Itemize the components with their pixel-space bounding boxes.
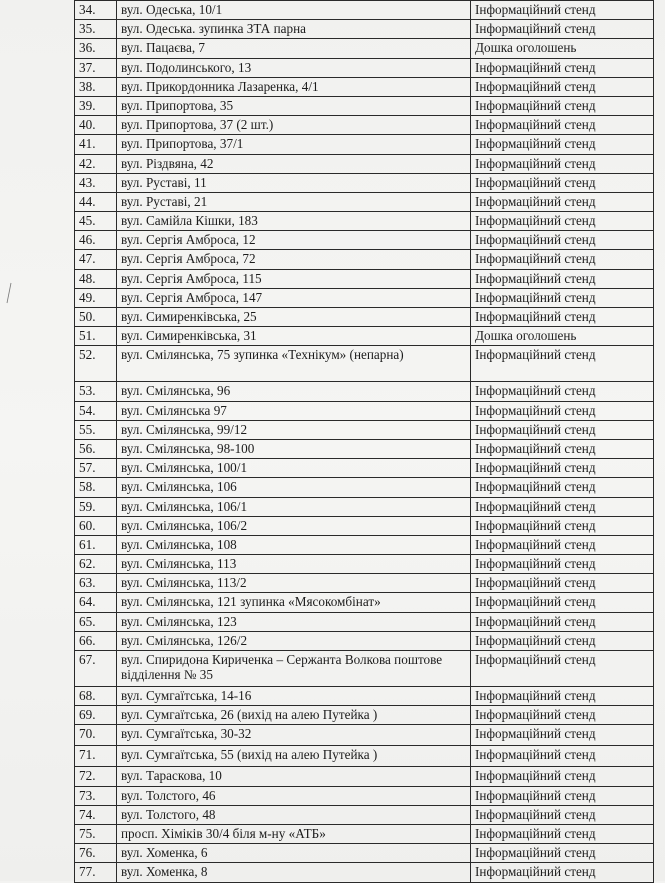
table-row bbox=[75, 516, 654, 535]
row-type: Інформаційний стенд bbox=[471, 516, 654, 535]
row-address: вул. Сумгаїтська, 26 (вихід на алею Путейка ) bbox=[117, 706, 471, 725]
row-address: вул. Смілянська, 106/2 bbox=[117, 516, 471, 535]
table-row bbox=[75, 135, 654, 154]
table-row bbox=[75, 58, 654, 77]
row-type: Інформаційний стенд bbox=[471, 555, 654, 574]
table-row bbox=[75, 687, 654, 706]
table-row bbox=[75, 631, 654, 650]
table-row bbox=[75, 863, 654, 882]
table-row bbox=[75, 478, 654, 497]
row-number: 48. bbox=[75, 269, 117, 288]
row-type: Інформаційний стенд bbox=[471, 192, 654, 211]
table-row bbox=[75, 459, 654, 478]
table-row bbox=[75, 439, 654, 458]
table-row bbox=[75, 497, 654, 516]
row-address: вул. Припортова, 35 bbox=[117, 96, 471, 115]
table-row bbox=[75, 96, 654, 115]
row-type: Інформаційний стенд bbox=[471, 706, 654, 725]
table-row bbox=[75, 77, 654, 96]
row-type: Інформаційний стенд bbox=[471, 173, 654, 192]
row-type: Дошка оголошень bbox=[471, 39, 654, 58]
table-row bbox=[75, 382, 654, 401]
row-number: 42. bbox=[75, 154, 117, 173]
table-row bbox=[75, 725, 654, 746]
row-address: вул. Сергія Амброса, 147 bbox=[117, 288, 471, 307]
table-row bbox=[75, 805, 654, 824]
row-type: Інформаційний стенд bbox=[471, 1, 654, 20]
row-address: вул. Смілянська, 98-100 bbox=[117, 439, 471, 458]
row-address: вул. Смілянська, 113/2 bbox=[117, 574, 471, 593]
row-number: 34. bbox=[75, 1, 117, 20]
row-address: вул. Руставі, 21 bbox=[117, 192, 471, 211]
row-type: Інформаційний стенд bbox=[471, 687, 654, 706]
row-number: 45. bbox=[75, 212, 117, 231]
row-type: Інформаційний стенд bbox=[471, 401, 654, 420]
table-row bbox=[75, 212, 654, 231]
row-number: 60. bbox=[75, 516, 117, 535]
row-type: Інформаційний стенд bbox=[471, 154, 654, 173]
row-number: 44. bbox=[75, 192, 117, 211]
row-type: Інформаційний стенд bbox=[471, 231, 654, 250]
row-address: вул. Симиренківська, 31 bbox=[117, 327, 471, 346]
row-number: 74. bbox=[75, 805, 117, 824]
row-number: 51. bbox=[75, 327, 117, 346]
row-number: 49. bbox=[75, 288, 117, 307]
row-address: вул. Сергія Амброса, 12 bbox=[117, 231, 471, 250]
row-number: 41. bbox=[75, 135, 117, 154]
row-number: 61. bbox=[75, 535, 117, 554]
row-number: 47. bbox=[75, 250, 117, 269]
table-row bbox=[75, 824, 654, 843]
table-row bbox=[75, 327, 654, 346]
row-type: Інформаційний стенд bbox=[471, 250, 654, 269]
row-number: 66. bbox=[75, 631, 117, 650]
row-address: вул. Сумгаїтська, 30-32 bbox=[117, 725, 471, 746]
table-row bbox=[75, 154, 654, 173]
row-type: Інформаційний стенд bbox=[471, 651, 654, 687]
row-type: Інформаційний стенд bbox=[471, 746, 654, 767]
table-row bbox=[75, 574, 654, 593]
row-type: Інформаційний стенд bbox=[471, 574, 654, 593]
row-address: вул. Смілянська, 108 bbox=[117, 535, 471, 554]
row-address: вул. Сергія Амброса, 115 bbox=[117, 269, 471, 288]
table-row bbox=[75, 786, 654, 805]
row-type: Інформаційний стенд bbox=[471, 725, 654, 746]
row-number: 46. bbox=[75, 231, 117, 250]
row-address: вул. Смілянська, 96 bbox=[117, 382, 471, 401]
row-type: Інформаційний стенд bbox=[471, 346, 654, 382]
table-row bbox=[75, 593, 654, 612]
table-row bbox=[75, 192, 654, 211]
row-type: Інформаційний стенд bbox=[471, 77, 654, 96]
row-address: вул. Припортова, 37/1 bbox=[117, 135, 471, 154]
row-number: 75. bbox=[75, 824, 117, 843]
row-number: 69. bbox=[75, 706, 117, 725]
row-type: Інформаційний стенд bbox=[471, 308, 654, 327]
row-address: вул. Різдвяна, 42 bbox=[117, 154, 471, 173]
table-row bbox=[75, 746, 654, 767]
table-row bbox=[75, 308, 654, 327]
row-address: вул. Толстого, 46 bbox=[117, 786, 471, 805]
row-number: 63. bbox=[75, 574, 117, 593]
row-address: вул. Подолинського, 13 bbox=[117, 58, 471, 77]
row-address: вул. Припортова, 37 (2 шт.) bbox=[117, 116, 471, 135]
row-number: 39. bbox=[75, 96, 117, 115]
table-row bbox=[75, 706, 654, 725]
row-address: вул. Смілянська, 126/2 bbox=[117, 631, 471, 650]
row-type: Інформаційний стенд bbox=[471, 420, 654, 439]
row-number: 65. bbox=[75, 612, 117, 631]
row-address: вул. Смілянська, 113 bbox=[117, 555, 471, 574]
table-row bbox=[75, 231, 654, 250]
table-row bbox=[75, 555, 654, 574]
row-type: Інформаційний стенд bbox=[471, 382, 654, 401]
row-type: Інформаційний стенд bbox=[471, 439, 654, 458]
row-number: 43. bbox=[75, 173, 117, 192]
table-row bbox=[75, 401, 654, 420]
row-number: 50. bbox=[75, 308, 117, 327]
row-type: Інформаційний стенд bbox=[471, 478, 654, 497]
row-type: Інформаційний стенд bbox=[471, 212, 654, 231]
row-type: Інформаційний стенд bbox=[471, 497, 654, 516]
row-address: вул. Смілянська, 99/12 bbox=[117, 420, 471, 439]
table-row bbox=[75, 844, 654, 863]
row-address: вул. Смілянська 97 bbox=[117, 401, 471, 420]
row-number: 52. bbox=[75, 346, 117, 382]
row-type: Інформаційний стенд bbox=[471, 269, 654, 288]
row-type: Інформаційний стенд bbox=[471, 135, 654, 154]
row-number: 68. bbox=[75, 687, 117, 706]
row-number: 37. bbox=[75, 58, 117, 77]
table-row bbox=[75, 346, 654, 382]
table-row bbox=[75, 651, 654, 687]
row-address: вул. Пацаєва, 7 bbox=[117, 39, 471, 58]
row-address: вул. Спиридона Кириченка – Сержанта Волкова поштове відділення № 35 bbox=[117, 651, 471, 687]
table-row bbox=[75, 116, 654, 135]
row-number: 53. bbox=[75, 382, 117, 401]
row-type: Інформаційний стенд bbox=[471, 459, 654, 478]
table-row bbox=[75, 173, 654, 192]
row-number: 64. bbox=[75, 593, 117, 612]
row-number: 40. bbox=[75, 116, 117, 135]
table-row bbox=[75, 767, 654, 786]
row-number: 57. bbox=[75, 459, 117, 478]
row-number: 38. bbox=[75, 77, 117, 96]
table-row bbox=[75, 535, 654, 554]
table-body bbox=[75, 1, 654, 883]
row-type: Інформаційний стенд bbox=[471, 631, 654, 650]
row-number: 76. bbox=[75, 844, 117, 863]
row-address: вул. Руставі, 11 bbox=[117, 173, 471, 192]
row-address: вул. Хоменка, 6 bbox=[117, 844, 471, 863]
row-address: вул. Хоменка, 8 bbox=[117, 863, 471, 882]
table-row bbox=[75, 269, 654, 288]
row-type: Інформаційний стенд bbox=[471, 58, 654, 77]
row-type: Дошка оголошень bbox=[471, 327, 654, 346]
table-row bbox=[75, 20, 654, 39]
table-row bbox=[75, 288, 654, 307]
row-type: Інформаційний стенд bbox=[471, 96, 654, 115]
row-number: 35. bbox=[75, 20, 117, 39]
row-address: вул. Смілянська, 106 bbox=[117, 478, 471, 497]
table-row bbox=[75, 1, 654, 20]
row-number: 54. bbox=[75, 401, 117, 420]
row-type: Інформаційний стенд bbox=[471, 844, 654, 863]
table-row bbox=[75, 612, 654, 631]
row-address: вул. Сергія Амброса, 72 bbox=[117, 250, 471, 269]
row-address: вул. Смілянська, 121 зупинка «Мясокомбінат» bbox=[117, 593, 471, 612]
row-address: просп. Хіміків 30/4 біля м-ну «АТБ» bbox=[117, 824, 471, 843]
row-address: вул. Одеська, 10/1 bbox=[117, 1, 471, 20]
row-type: Інформаційний стенд bbox=[471, 805, 654, 824]
row-address: вул. Сумгаїтська, 55 (вихід на алею Путейка ) bbox=[117, 746, 471, 767]
row-type: Інформаційний стенд bbox=[471, 863, 654, 882]
row-address: вул. Смілянська, 106/1 bbox=[117, 497, 471, 516]
row-address: вул. Симиренківська, 25 bbox=[117, 308, 471, 327]
row-address: вул. Смілянська, 75 зупинка «Технікум» (непарна) bbox=[117, 346, 471, 382]
row-type: Інформаційний стенд bbox=[471, 116, 654, 135]
pen-mark-icon bbox=[6, 282, 12, 304]
row-address: вул. Одеська. зупинка ЗТА парна bbox=[117, 20, 471, 39]
row-type: Інформаційний стенд bbox=[471, 20, 654, 39]
row-address: вул. Прикордонника Лазаренка, 4/1 bbox=[117, 77, 471, 96]
row-number: 77. bbox=[75, 863, 117, 882]
row-number: 70. bbox=[75, 725, 117, 746]
row-address: вул. Самійла Кішки, 183 bbox=[117, 212, 471, 231]
row-type: Інформаційний стенд bbox=[471, 824, 654, 843]
row-type: Інформаційний стенд bbox=[471, 767, 654, 786]
row-number: 36. bbox=[75, 39, 117, 58]
row-number: 55. bbox=[75, 420, 117, 439]
row-number: 58. bbox=[75, 478, 117, 497]
row-address: вул. Сумгаїтська, 14-16 bbox=[117, 687, 471, 706]
table-row bbox=[75, 420, 654, 439]
row-type: Інформаційний стенд bbox=[471, 535, 654, 554]
row-number: 56. bbox=[75, 439, 117, 458]
row-number: 73. bbox=[75, 786, 117, 805]
row-number: 72. bbox=[75, 767, 117, 786]
row-type: Інформаційний стенд bbox=[471, 786, 654, 805]
row-number: 62. bbox=[75, 555, 117, 574]
row-address: вул. Толстого, 48 bbox=[117, 805, 471, 824]
row-number: 59. bbox=[75, 497, 117, 516]
row-type: Інформаційний стенд bbox=[471, 593, 654, 612]
table-row bbox=[75, 250, 654, 269]
row-address: вул. Тараскова, 10 bbox=[117, 767, 471, 786]
locations-table bbox=[74, 0, 654, 883]
row-number: 67. bbox=[75, 651, 117, 687]
row-address: вул. Смілянська, 100/1 bbox=[117, 459, 471, 478]
row-address: вул. Смілянська, 123 bbox=[117, 612, 471, 631]
row-number: 71. bbox=[75, 746, 117, 767]
row-type: Інформаційний стенд bbox=[471, 612, 654, 631]
table-row bbox=[75, 39, 654, 58]
row-type: Інформаційний стенд bbox=[471, 288, 654, 307]
